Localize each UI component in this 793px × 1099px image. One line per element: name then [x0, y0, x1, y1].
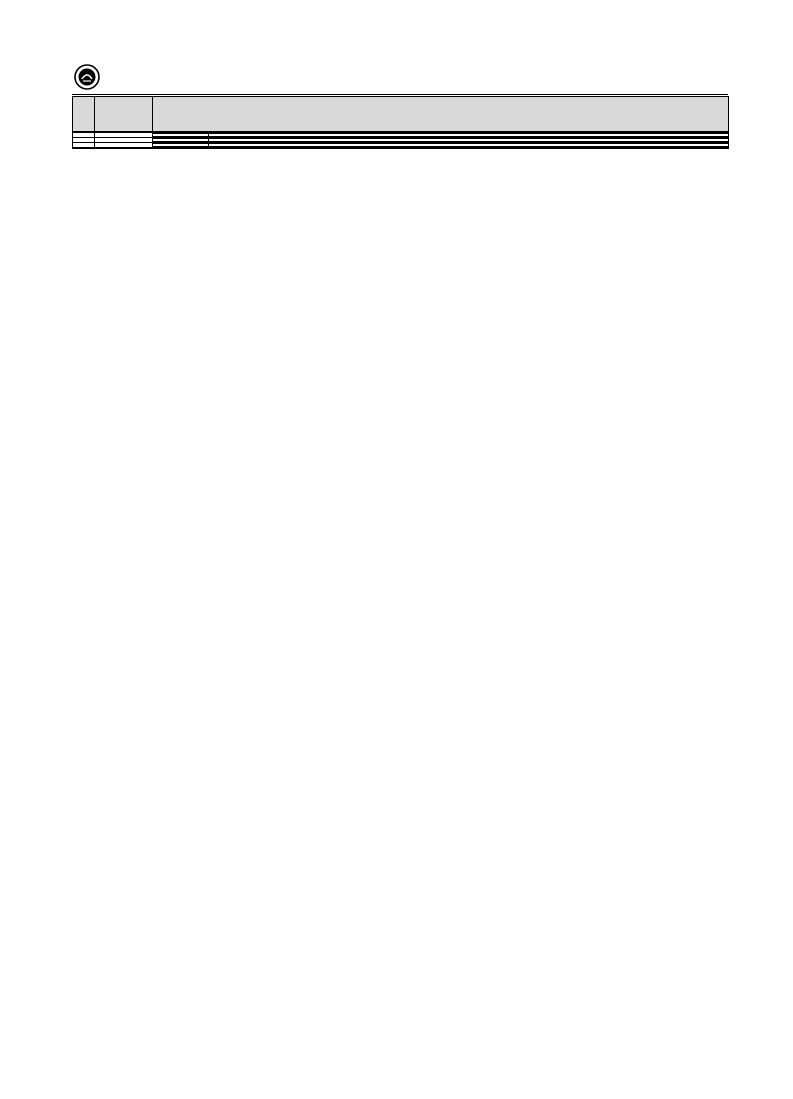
category-label — [153, 148, 209, 149]
header-rule — [72, 94, 728, 95]
school-logo — [74, 64, 106, 90]
header-no — [73, 97, 95, 132]
page-header — [70, 62, 728, 94]
school-emblem-icon — [74, 64, 100, 90]
course-name — [95, 148, 153, 149]
course-number — [73, 148, 95, 149]
header-desc — [153, 97, 729, 132]
table-header-row — [73, 97, 729, 132]
header-name — [95, 97, 153, 132]
table-row — [73, 148, 729, 149]
curriculum-table — [72, 96, 729, 149]
description-cell — [209, 148, 729, 149]
